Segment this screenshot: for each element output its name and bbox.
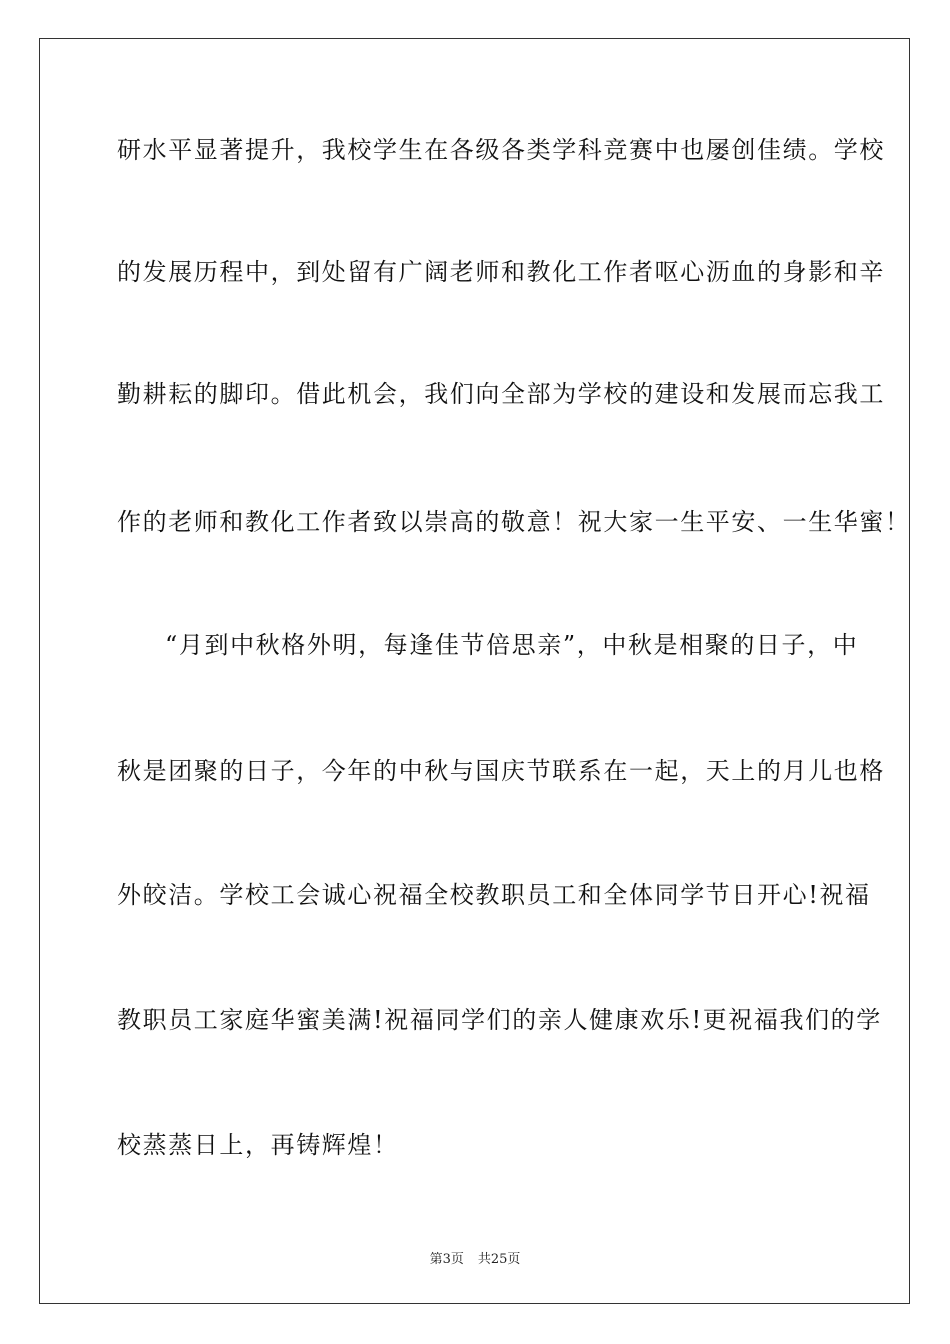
text-line: 的发展历程中，到处留有广阔老师和教化工作者呕心沥血的身影和辛 (117, 258, 885, 286)
text-line: 外皎洁。学校工会诚心祝福全校教职员工和全体同学节日开心!祝福 (117, 881, 871, 909)
text-line: 教职员工家庭华蜜美满!祝福同学们的亲人健康欢乐!更祝福我们的学 (117, 1006, 882, 1034)
text-line: 勤耕耘的脚印。借此机会，我们向全部为学校的建设和发展而忘我工 (117, 380, 885, 408)
page-footer (0, 1248, 950, 1267)
text-line: 秋是团聚的日子，今年的中秋与国庆节联系在一起，天上的月儿也格 (117, 757, 885, 785)
paragraph-start-line: “月到中秋格外明，每逢佳节倍思亲”，中秋是相聚的日子，中 (165, 631, 859, 659)
page-total: 共25页 (477, 1252, 521, 1267)
text-line: 校蒸蒸日上，再铸辉煌！ (117, 1131, 399, 1159)
page-number: 第3页 (429, 1252, 464, 1267)
text-line: 研水平显著提升，我校学生在各级各类学科竞赛中也屡创佳绩。学校 (117, 136, 885, 164)
text-line: 作的老师和教化工作者致以崇高的敬意！祝大家一生平安、一生华蜜！ (117, 508, 911, 536)
page-frame (39, 38, 910, 1304)
